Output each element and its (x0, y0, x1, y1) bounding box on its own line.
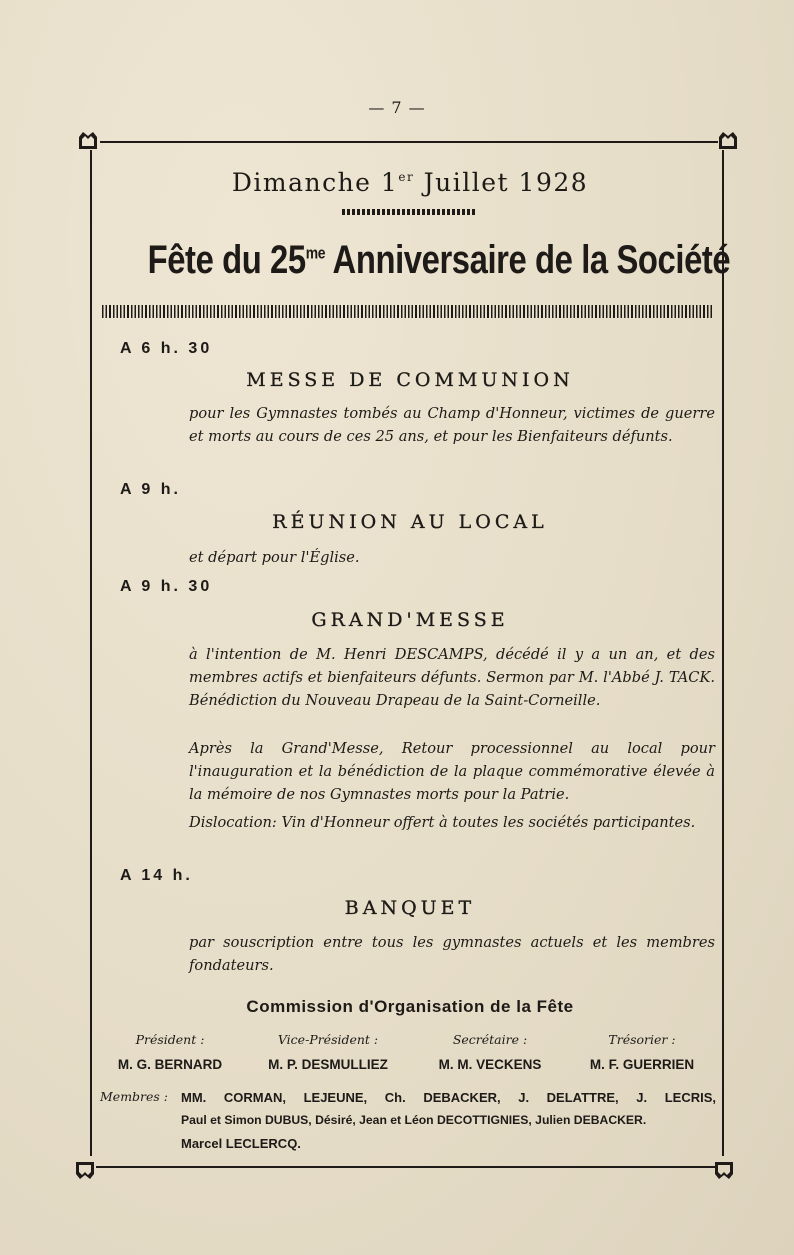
program-text: pour les Gymnastes tombés au Champ d'Honneur, victimes de guerre et morts au cours de ces 25 ans, et pour les Bienfaiteurs défunts. (189, 405, 715, 445)
program-text: Dislocation: Vin d'Honneur offert à toutes les sociétés participantes. (189, 814, 696, 831)
program-time: A 9 h. (120, 481, 181, 498)
program-title: RÉUNION AU LOCAL (272, 511, 548, 533)
page-number: — 7 — (368, 98, 426, 117)
officer-name: M. G. BERNARD (117, 1057, 223, 1072)
committee-title: Commission d'Organisation de la Fête (246, 997, 574, 1016)
members-label: Membres : (100, 1089, 169, 1104)
officer-role: Président : (135, 1032, 205, 1047)
program-time: A 14 h. (120, 867, 193, 884)
corner-ornament-icon (74, 1160, 96, 1182)
members-line: MM. CORMAN, LEJEUNE, Ch. DEBACKER, J. DELATTRE, J. LECRIS, (181, 1090, 716, 1105)
officer-role: Trésorier : (608, 1032, 676, 1047)
hatched-divider (102, 305, 714, 318)
program-text: par souscription entre tous les gymnastes actuels et les membres fondateurs. (189, 934, 715, 974)
corner-ornament-icon (713, 1160, 735, 1182)
program-title: MESSE DE COMMUNION (246, 369, 574, 391)
officer-name: M. F. GUERRIEN (589, 1057, 695, 1072)
officer-name: M. P. DESMULLIEZ (268, 1057, 388, 1072)
frame-bottom-rule (96, 1166, 716, 1168)
officer-role: Secrétaire : (452, 1032, 528, 1047)
program-title: BANQUET (344, 897, 476, 919)
program-time: A 6 h. 30 (120, 340, 213, 357)
officer-name: M. M. VECKENS (438, 1057, 542, 1072)
program-title: GRAND'MESSE (311, 609, 509, 631)
corner-ornament-icon (717, 129, 739, 151)
members-line: Marcel LECLERCQ. (181, 1136, 301, 1151)
program-text: Après la Grand'Messe, Retour processionnel au local pour l'inauguration et la bénédiction de la plaque commémorative élevée à la mémoire de nos Gymnastes morts pour la Patrie. (189, 740, 715, 803)
program-text: et départ pour l'Église. (189, 549, 360, 566)
corner-ornament-icon (77, 129, 99, 151)
program-text: à l'intention de M. Henri DESCAMPS, décédé il y a un an, et des membres actifs et bienfaiteurs défunts. Sermon par M. l'Abbé J. TACK. Bénédiction du Nouveau Drapeau de la Saint-Corneille. (189, 646, 715, 709)
members-line: Paul et Simon DUBUS, Désiré, Jean et Léon DECOTTIGNIES, Julien DEBACKER. (181, 1113, 647, 1127)
frame-top-rule (100, 141, 718, 143)
page-title: Fête du $25^{me}$ Anniversaire de la Société (147, 238, 731, 282)
event-date: Dimanche 1er Juillet 1928 (231, 168, 589, 197)
program-time: A 9 h. 30 (120, 578, 213, 595)
officer-role: Vice-Président : (277, 1032, 379, 1047)
dotted-divider (342, 209, 476, 215)
